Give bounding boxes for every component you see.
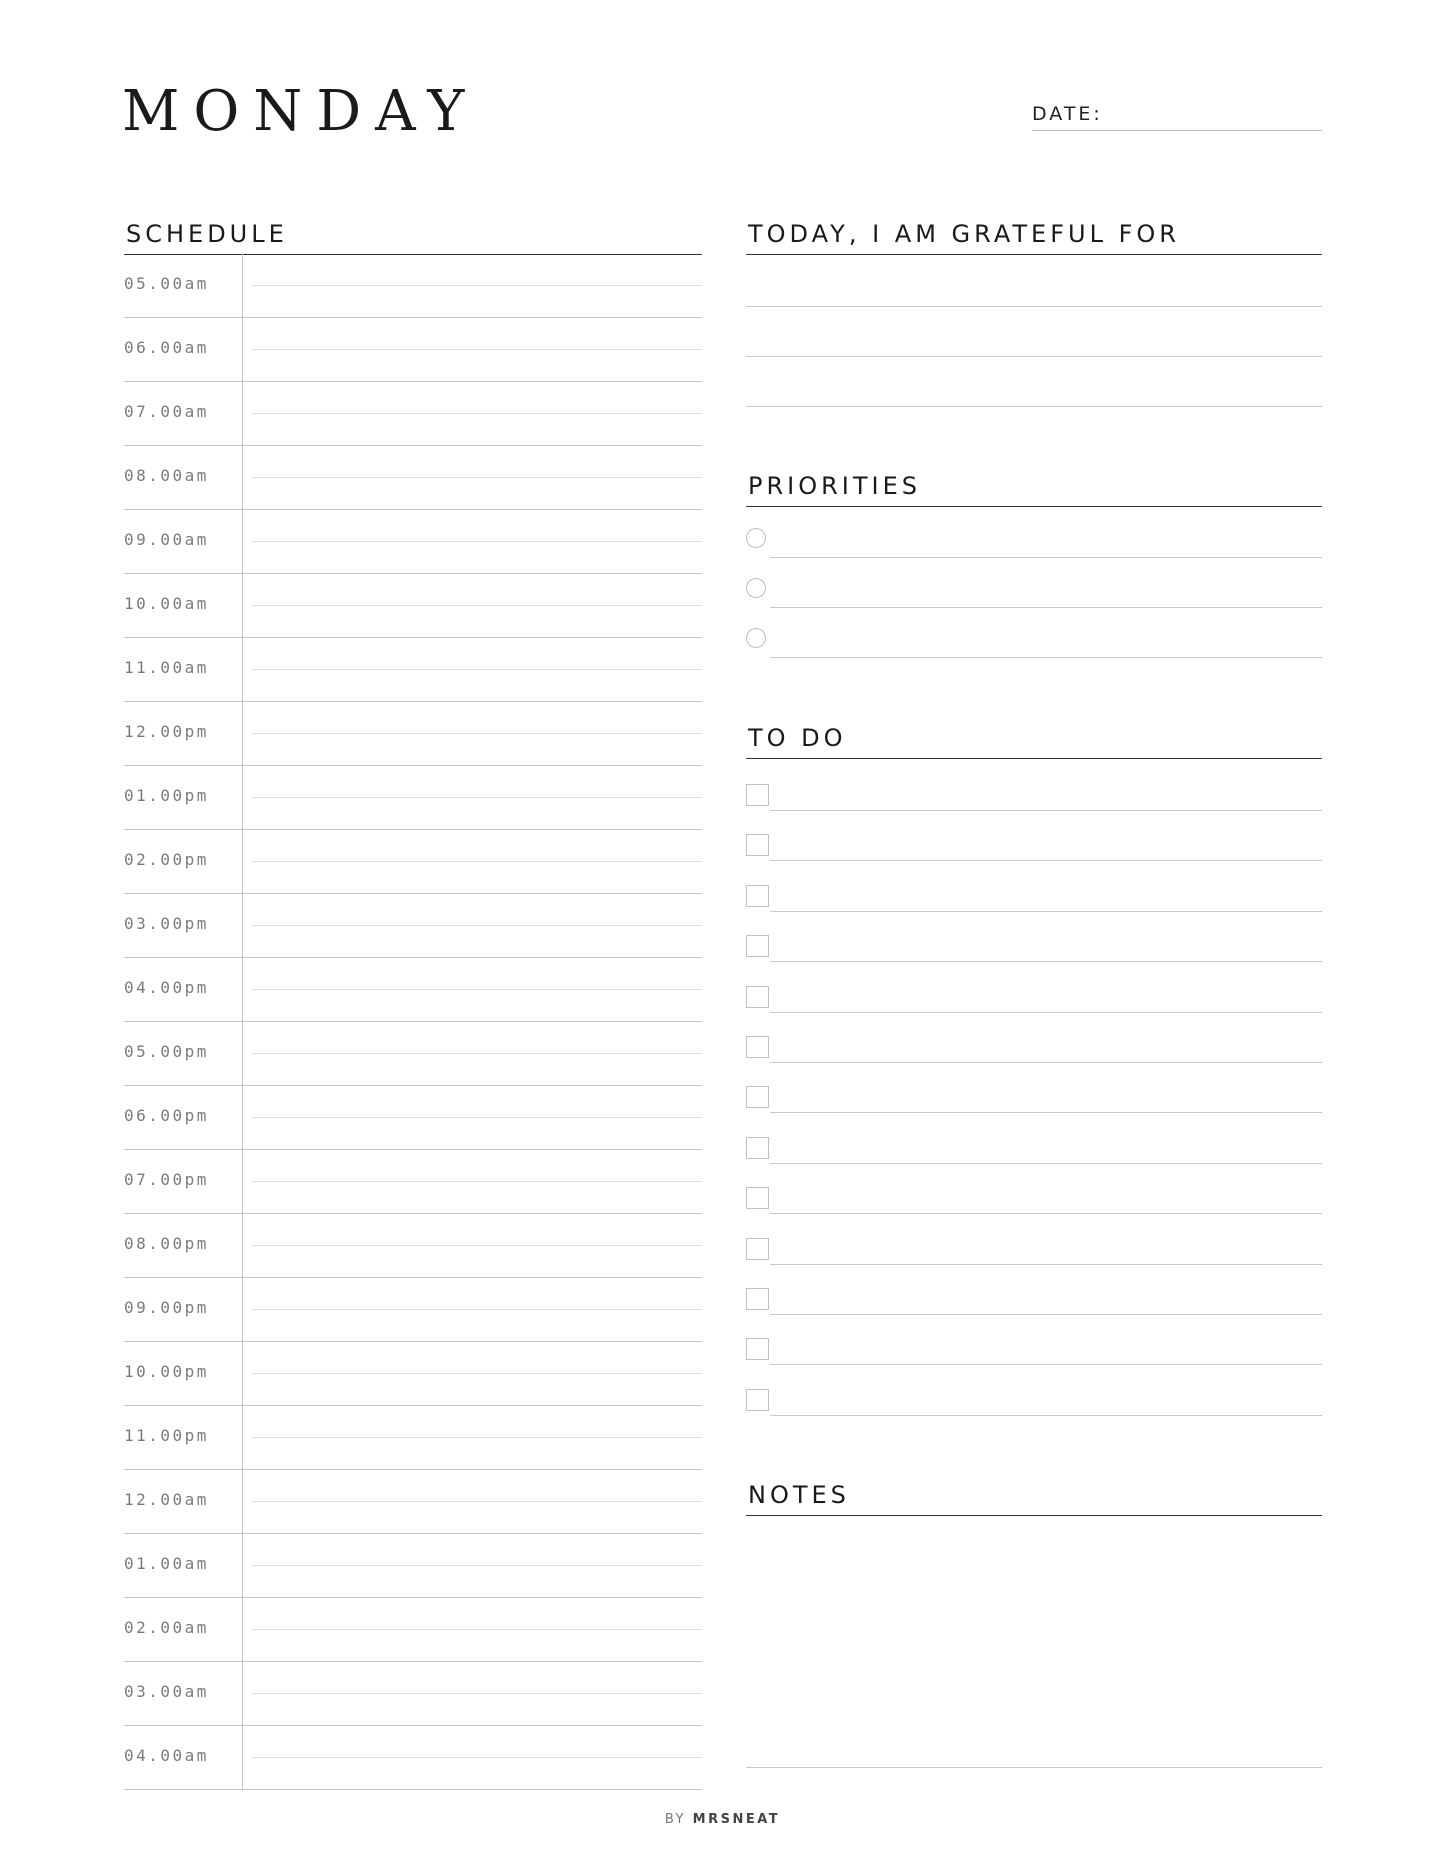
- todo-item[interactable]: [746, 1265, 1322, 1315]
- schedule-time: 05.00pm: [124, 1042, 209, 1061]
- checkbox-icon[interactable]: [746, 1389, 769, 1411]
- checkbox-icon[interactable]: [746, 935, 769, 957]
- schedule-time: 11.00pm: [124, 1426, 209, 1445]
- schedule-row[interactable]: [124, 894, 702, 958]
- checkbox-icon[interactable]: [746, 1137, 769, 1159]
- schedule-half-line: [252, 1565, 702, 1566]
- schedule-half-line: [252, 1117, 702, 1118]
- todo-item[interactable]: [746, 1114, 1322, 1164]
- schedule-row[interactable]: [124, 1214, 702, 1278]
- todo-item[interactable]: [746, 1315, 1322, 1365]
- notes-heading-text: NOTES: [748, 1481, 850, 1509]
- schedule-time: 06.00am: [124, 338, 209, 357]
- todo-item[interactable]: [746, 761, 1322, 811]
- todo-item[interactable]: [746, 912, 1322, 962]
- schedule-time: 01.00am: [124, 1554, 209, 1573]
- footer-credit: [0, 1812, 1445, 1827]
- todo-heading: [746, 724, 1322, 759]
- schedule-half-line: [252, 989, 702, 990]
- schedule-heading-text: SCHEDULE: [126, 220, 288, 248]
- schedule-time: 01.00pm: [124, 786, 209, 805]
- schedule-time: 10.00am: [124, 594, 209, 613]
- schedule-half-line: [252, 605, 702, 606]
- priority-item[interactable]: [746, 558, 1322, 608]
- schedule-half-line: [252, 1309, 702, 1310]
- schedule-row[interactable]: [124, 958, 702, 1022]
- schedule-time: 07.00pm: [124, 1170, 209, 1189]
- schedule-time: 12.00pm: [124, 722, 209, 741]
- schedule-half-line: [252, 477, 702, 478]
- footer-brand: MRSNEAT: [692, 1812, 781, 1827]
- schedule-half-line: [252, 861, 702, 862]
- checkbox-icon[interactable]: [746, 1288, 769, 1310]
- schedule-row[interactable]: [124, 638, 702, 702]
- schedule-row[interactable]: [124, 1534, 702, 1598]
- todo-item[interactable]: [746, 963, 1322, 1013]
- priority-item[interactable]: [746, 508, 1322, 558]
- schedule-row[interactable]: [124, 318, 702, 382]
- schedule-row[interactable]: [124, 766, 702, 830]
- schedule-list: [124, 254, 702, 1790]
- schedule-row[interactable]: [124, 1726, 702, 1790]
- priorities-heading-text: PRIORITIES: [748, 472, 922, 500]
- schedule-row[interactable]: [124, 702, 702, 766]
- checkbox-icon[interactable]: [746, 1036, 769, 1058]
- schedule-time: 02.00am: [124, 1618, 209, 1637]
- schedule-time: 03.00pm: [124, 914, 209, 933]
- todo-item[interactable]: [746, 1164, 1322, 1214]
- schedule-time: 02.00pm: [124, 850, 209, 869]
- schedule-half-line: [252, 1053, 702, 1054]
- schedule-row[interactable]: [124, 1662, 702, 1726]
- schedule-half-line: [252, 541, 702, 542]
- schedule-half-line: [252, 797, 702, 798]
- priority-item[interactable]: [746, 608, 1322, 658]
- priority-bullet-icon[interactable]: [746, 578, 766, 598]
- checkbox-icon[interactable]: [746, 1238, 769, 1260]
- schedule-time: 09.00pm: [124, 1298, 209, 1317]
- schedule-row[interactable]: [124, 1150, 702, 1214]
- schedule-time: 04.00pm: [124, 978, 209, 997]
- todo-heading-text: TO DO: [748, 724, 847, 752]
- schedule-row[interactable]: [124, 446, 702, 510]
- schedule-time: 05.00am: [124, 274, 209, 293]
- schedule-time: 04.00am: [124, 1746, 209, 1765]
- priority-bullet-icon[interactable]: [746, 628, 766, 648]
- schedule-half-line: [252, 285, 702, 286]
- schedule-half-line: [252, 1501, 702, 1502]
- schedule-row[interactable]: [124, 1022, 702, 1086]
- schedule-row[interactable]: [124, 1406, 702, 1470]
- checkbox-icon[interactable]: [746, 1187, 769, 1209]
- schedule-row[interactable]: [124, 1470, 702, 1534]
- grateful-line[interactable]: [746, 306, 1322, 307]
- checkbox-icon[interactable]: [746, 784, 769, 806]
- checkbox-icon[interactable]: [746, 1338, 769, 1360]
- schedule-time: 12.00am: [124, 1490, 209, 1509]
- priority-bullet-icon[interactable]: [746, 528, 766, 548]
- todo-item[interactable]: [746, 811, 1322, 861]
- grateful-heading-text: TODAY, I AM GRATEFUL FOR: [748, 220, 1180, 248]
- schedule-half-line: [252, 349, 702, 350]
- grateful-line[interactable]: [746, 356, 1322, 357]
- schedule-row[interactable]: [124, 1598, 702, 1662]
- date-label: DATE:: [1032, 103, 1103, 125]
- notes-area[interactable]: [746, 1516, 1322, 1768]
- schedule-time: 10.00pm: [124, 1362, 209, 1381]
- schedule-row[interactable]: [124, 1086, 702, 1150]
- schedule-row[interactable]: [124, 254, 702, 318]
- priority-line: [770, 657, 1322, 658]
- schedule-row[interactable]: [124, 1342, 702, 1406]
- page-title: MONDAY: [122, 79, 479, 144]
- checkbox-icon[interactable]: [746, 1086, 769, 1108]
- schedule-time: 07.00am: [124, 402, 209, 421]
- schedule-half-line: [252, 1437, 702, 1438]
- checkbox-icon[interactable]: [746, 834, 769, 856]
- schedule-row[interactable]: [124, 382, 702, 446]
- schedule-half-line: [252, 733, 702, 734]
- schedule-row[interactable]: [124, 574, 702, 638]
- checkbox-icon[interactable]: [746, 986, 769, 1008]
- todo-item[interactable]: [746, 862, 1322, 912]
- grateful-heading: [746, 220, 1322, 255]
- schedule-time: 06.00pm: [124, 1106, 209, 1125]
- priorities-heading: [746, 472, 1322, 507]
- schedule-time: 08.00am: [124, 466, 209, 485]
- schedule-time: 11.00am: [124, 658, 209, 677]
- schedule-half-line: [252, 1245, 702, 1246]
- schedule-row[interactable]: [124, 830, 702, 894]
- schedule-half-line: [252, 1181, 702, 1182]
- schedule-time: 09.00am: [124, 530, 209, 549]
- schedule-row[interactable]: [124, 1278, 702, 1342]
- schedule-half-line: [252, 925, 702, 926]
- schedule-time: 03.00am: [124, 1682, 209, 1701]
- schedule-half-line: [252, 669, 702, 670]
- checkbox-icon[interactable]: [746, 885, 769, 907]
- grateful-line[interactable]: [746, 406, 1322, 407]
- schedule-time: 08.00pm: [124, 1234, 209, 1253]
- footer-prefix: BY: [664, 1812, 686, 1827]
- todo-item[interactable]: [746, 1215, 1322, 1265]
- schedule-half-line: [252, 1373, 702, 1374]
- schedule-half-line: [252, 1693, 702, 1694]
- date-field[interactable]: [1032, 100, 1322, 131]
- todo-item[interactable]: [746, 1366, 1322, 1416]
- todo-item[interactable]: [746, 1013, 1322, 1063]
- schedule-half-line: [252, 413, 702, 414]
- schedule-row[interactable]: [124, 510, 702, 574]
- schedule-half-line: [252, 1757, 702, 1758]
- schedule-half-line: [252, 1629, 702, 1630]
- todo-line: [770, 1415, 1322, 1416]
- todo-item[interactable]: [746, 1063, 1322, 1113]
